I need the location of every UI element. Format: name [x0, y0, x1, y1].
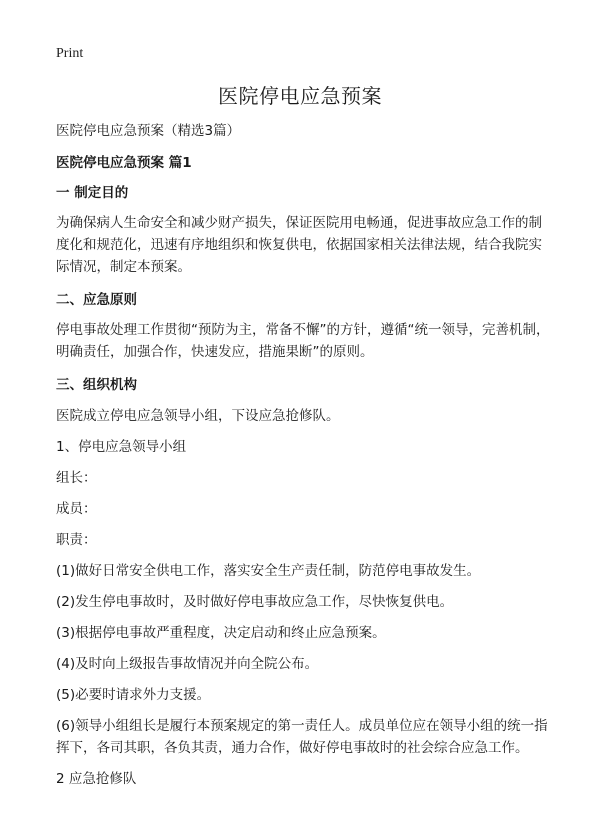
paragraph: 为确保病人生命安全和减少财产损失，保证医院用电畅通，促进事故应急工作的制度化和规范化，迅速有序地组织和恢复供电，依据国家相关法律法规，结合我院实际情况，制定本预案。	[56, 215, 542, 275]
list-heading: 1、停电应急领导小组	[56, 439, 187, 455]
list-item: (1)做好日常安全供电工作，落实安全生产责任制，防范停电事故发生。	[56, 563, 481, 579]
document-body	[56, 120, 554, 790]
list-item: 成员：	[56, 501, 97, 517]
section-heading: 二、应急原则	[56, 292, 137, 308]
list-item: 职责：	[56, 532, 97, 548]
print-link[interactable]: Print	[56, 46, 84, 61]
list-item: (6)领导小组组长是履行本预案规定的第一责任人。成员单位应在领导小组的统一指挥下，各司其职，各负其责，通力合作，做好停电事故时的社会综合应急工作。	[56, 718, 548, 756]
section-heading: 一 制定目的	[56, 185, 129, 201]
list-item: (2)发生停电事故时，及时做好停电事故应急工作，尽快恢复供电。	[56, 594, 454, 610]
subtitle: 医院停电应急预案（精选3篇）	[56, 123, 241, 139]
list-item: (3)根据停电事故严重程度，决定启动和终止应急预案。	[56, 625, 386, 641]
paragraph: 医院成立停电应急领导小组，下设应急抢修队。	[56, 408, 340, 424]
list-item: (4)及时向上级报告事故情况并向全院公布。	[56, 656, 319, 672]
article-heading: 医院停电应急预案 篇1	[56, 155, 192, 171]
list-item: 组长：	[56, 470, 97, 486]
section-heading: 三、组织机构	[56, 377, 137, 393]
page-title: 医院停电应急预案	[218, 84, 382, 108]
paragraph: 停电事故处理工作贯彻“预防为主，常备不懈”的方针，遵循“统一领导，完善机制，明确责任，加强合作，快速发应，措施果断”的原则。	[56, 322, 550, 360]
list-heading: 2 应急抢修队	[56, 771, 137, 787]
list-item: (5)必要时请求外力支援。	[56, 687, 211, 703]
